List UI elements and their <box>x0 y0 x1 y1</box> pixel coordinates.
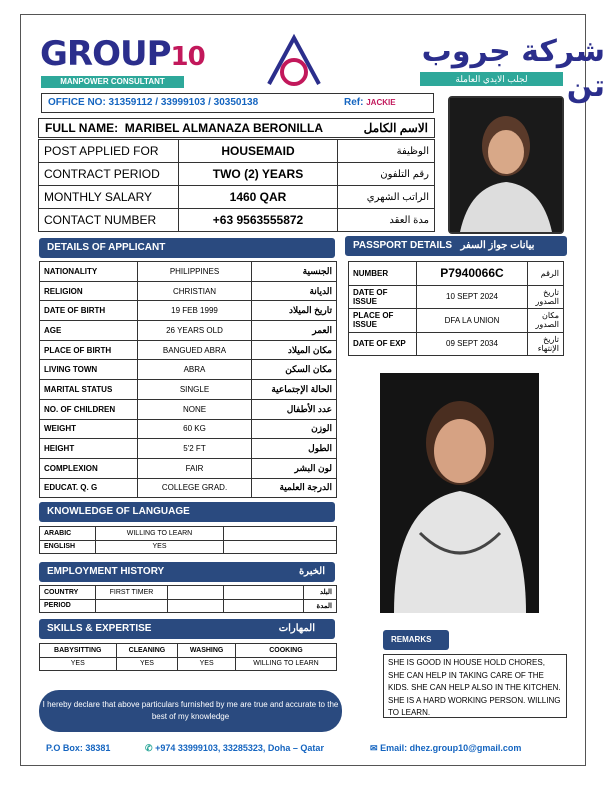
employment-header: EMPLOYMENT HISTORY الخبرة <box>39 562 335 582</box>
office-numbers: OFFICE NO: 31359112 / 33999103 / 30350138 Ref: JACKIE <box>41 93 434 113</box>
arabic-subtitle: لجلب الايدي العاملة <box>420 72 563 86</box>
house-logo-icon <box>263 32 325 88</box>
details-table: NATIONALITY PHILIPPINES الجنسية RELIGION CHRISTIAN الديانة DATE OF BIRTH 19 FEB 1999 تاريخ الميلاد AGE 26 YEARS OLD العمر PLACE OF BIRTH BANGUED ABRA مكان الميلاد LIVING TOWN ABRA مكان السكن MARITAL STATUS SINGLE الحالة الإجتماعية NO. OF CHILDREN NONE عدد الأطفال WEIGHT 60 KG الوزن HEIGHT 5'2 FT الطول COMPLEXION FAIR لون البشر EDUCAT. Q. G COLLEGE GRAD. الدرجة العلمية <box>39 261 337 498</box>
phone-info: ✆ +974 33999103, 33285323, Doha – Qatar <box>145 743 324 753</box>
applicant-photo-large-image <box>380 373 539 613</box>
skills-header: SKILLS & EXPERTISE المهارات <box>39 619 335 639</box>
applicant-photo-large <box>380 373 539 613</box>
declaration: I hereby declare that above particulars furnished by me are true and accurate to the best of my knowledge <box>39 690 342 732</box>
manpower-banner: MANPOWER CONSULTANT <box>41 76 184 88</box>
remarks-header: REMARKS <box>383 630 449 650</box>
language-header: KNOWLEDGE OF LANGUAGE <box>39 502 335 522</box>
language-table: ARABIC WILLING TO LEARN ENGLISH YES <box>39 526 337 554</box>
applicant-photo-small <box>450 98 562 232</box>
email-icon: ✉ <box>370 743 378 753</box>
details-header: DETAILS OF APPLICANT <box>39 238 335 258</box>
po-box: P.O Box: 38381 <box>46 743 111 753</box>
passport-header: PASSPORT DETAILS بيانات جواز السفر <box>345 236 567 256</box>
remarks-text: SHE IS GOOD IN HOUSE HOLD CHORES, SHE CAN HELP IN TAKING CARE OF THE KIDS. SHE CAN HELP ALSO IN THE KITCHEN. SHE IS A HARD WORKING PERSON. WILLING TO LEARN. <box>383 654 567 718</box>
arabic-company-name: شركة جروب تن <box>421 34 605 104</box>
skills-table: BABYSITTING CLEANING WASHING COOKING YES YES YES WILLING TO LEARN <box>39 643 337 671</box>
group10-logo: GROUP10 <box>40 34 205 74</box>
applicant-photo-small-frame <box>448 96 564 234</box>
main-info-table: POST APPLIED FOR HOUSEMAID الوظيفة CONTRACT PERIOD TWO (2) YEARS رقم التلفون MONTHLY SALARY 1460 QAR الراتب الشهري CONTACT NUMBER +63 9563555872 مدة العقد <box>38 139 435 232</box>
passport-table: NUMBER P7940066C الرقم DATE OF ISSUE 10 SEPT 2024 تاريخ الصدور PLACE OF ISSUE DFA LA UNION مكان الصدور DATE OF EXP 09 SEPT 2034 تاريخ الإنتهاء <box>348 261 564 356</box>
whatsapp-icon: ✆ <box>145 743 153 753</box>
email-info: ✉ Email: dhez.group10@gmail.com <box>370 743 522 753</box>
employment-table: COUNTRY FIRST TIMER البلد PERIOD المدة <box>39 585 337 613</box>
full-name-row: FULL NAME: MARIBEL ALMANAZA BERONILLA الاسم الكامل <box>38 118 435 138</box>
